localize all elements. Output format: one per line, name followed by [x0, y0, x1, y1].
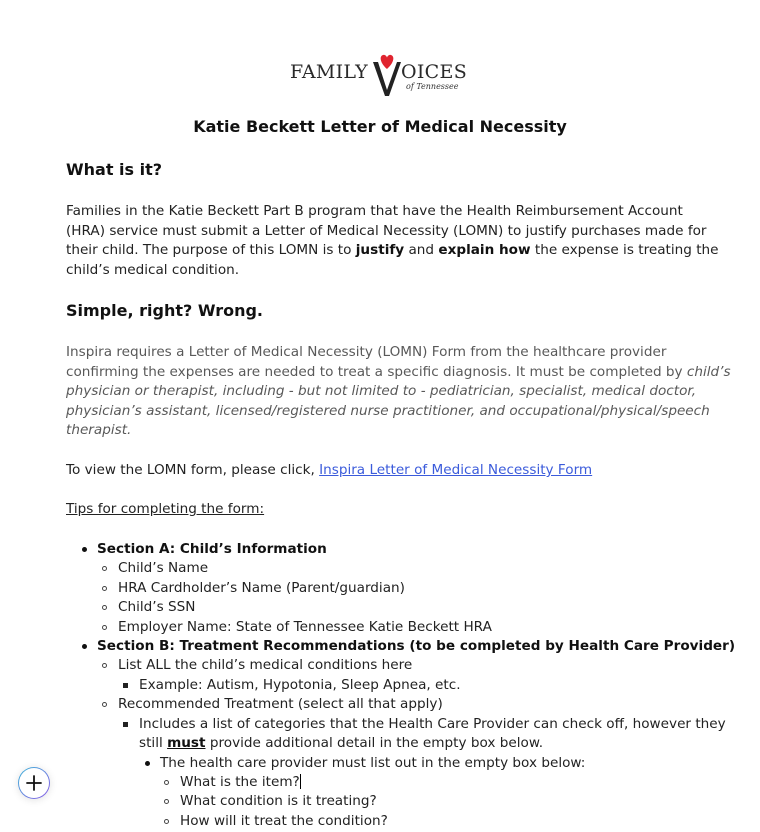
list-item: Child’s Name	[118, 559, 208, 579]
bullet-circle-icon	[164, 799, 169, 804]
heading-simple-right-wrong: Simple, right? Wrong.	[66, 301, 264, 320]
bullet-disc-icon	[145, 761, 150, 766]
logo-subtitle: of Tennessee	[406, 82, 459, 91]
logo-word-family: FAMILY	[290, 61, 368, 83]
text-cursor	[300, 774, 301, 789]
inspira-paragraph: Inspira requires a Letter of Medical Necessity (LOMN) Form from the healthcare provider confirming the expenses are needed to treat a specific diagnosis. It must be completed by child’s physician or therapist, including - but not limited to - pediatrician, specialist, medical doctor, physician’s assistant, licensed/registered nurse practitioner, and occupational/physical/speech therapist.	[66, 344, 731, 438]
list-item-section-a: Section A: Child’s Information	[97, 540, 327, 560]
bullet-circle-icon	[164, 780, 169, 785]
plus-icon	[26, 775, 42, 791]
list-item: List ALL the child’s medical conditions here	[118, 656, 412, 676]
bullet-square-icon	[123, 683, 128, 688]
list-item: The health care provider must list out in the empty box below:	[160, 754, 585, 774]
add-block-button[interactable]	[18, 767, 50, 799]
logo-v-heart-icon	[370, 52, 404, 98]
bullet-circle-icon	[102, 566, 107, 571]
bullet-square-icon	[123, 722, 128, 727]
inspira-lomn-form-link[interactable]: Inspira Letter of Medical Necessity Form	[319, 462, 593, 478]
list-item: HRA Cardholder’s Name (Parent/guardian)	[118, 579, 405, 599]
bullet-disc-icon	[82, 547, 87, 552]
list-item: What condition is it treating?	[180, 792, 377, 812]
logo-word-oices: OICES	[401, 61, 468, 83]
bullet-circle-icon	[102, 586, 107, 591]
bullet-disc-icon	[82, 644, 87, 649]
page-title: Katie Beckett Letter of Medical Necessity	[193, 117, 567, 136]
heading-what-is-it: What is it?	[66, 160, 163, 179]
tips-heading: Tips for completing the form:	[66, 501, 265, 517]
bullet-circle-icon	[102, 605, 107, 610]
bullet-circle-icon	[102, 663, 107, 668]
list-item-continuation: still must provide additional detail in the empty box below.	[139, 735, 544, 751]
bullet-circle-icon	[164, 819, 169, 824]
view-form-line: To view the LOMN form, please click, Inspira Letter of Medical Necessity Form	[66, 462, 593, 478]
list-item: Child’s SSN	[118, 598, 195, 618]
list-item-section-b: Section B: Treatment Recommendations (to be completed by Health Care Provider)	[97, 637, 735, 657]
list-item: Example: Autism, Hypotonia, Sleep Apnea, etc.	[139, 676, 461, 696]
intro-paragraph: Families in the Katie Beckett Part B program that have the Health Reimbursement Account (HRA) service must submit a Letter of Medical Necessity (LOMN) to justify purchases made for their child. The purpose of this LOMN is to justify and explain how the expense is treating the child’s medical condition.	[66, 203, 719, 278]
bullet-circle-icon	[102, 702, 107, 707]
bullet-circle-icon	[102, 625, 107, 630]
family-voices-logo	[290, 52, 470, 98]
list-item: Recommended Treatment (select all that apply)	[118, 695, 443, 715]
list-item[interactable]: What is the item?	[180, 773, 301, 793]
list-item: How will it treat the condition?	[180, 812, 388, 832]
list-item: Includes a list of categories that the Health Care Provider can check off, however they	[139, 715, 726, 735]
list-item: Employer Name: State of Tennessee Katie Beckett HRA	[118, 618, 492, 638]
